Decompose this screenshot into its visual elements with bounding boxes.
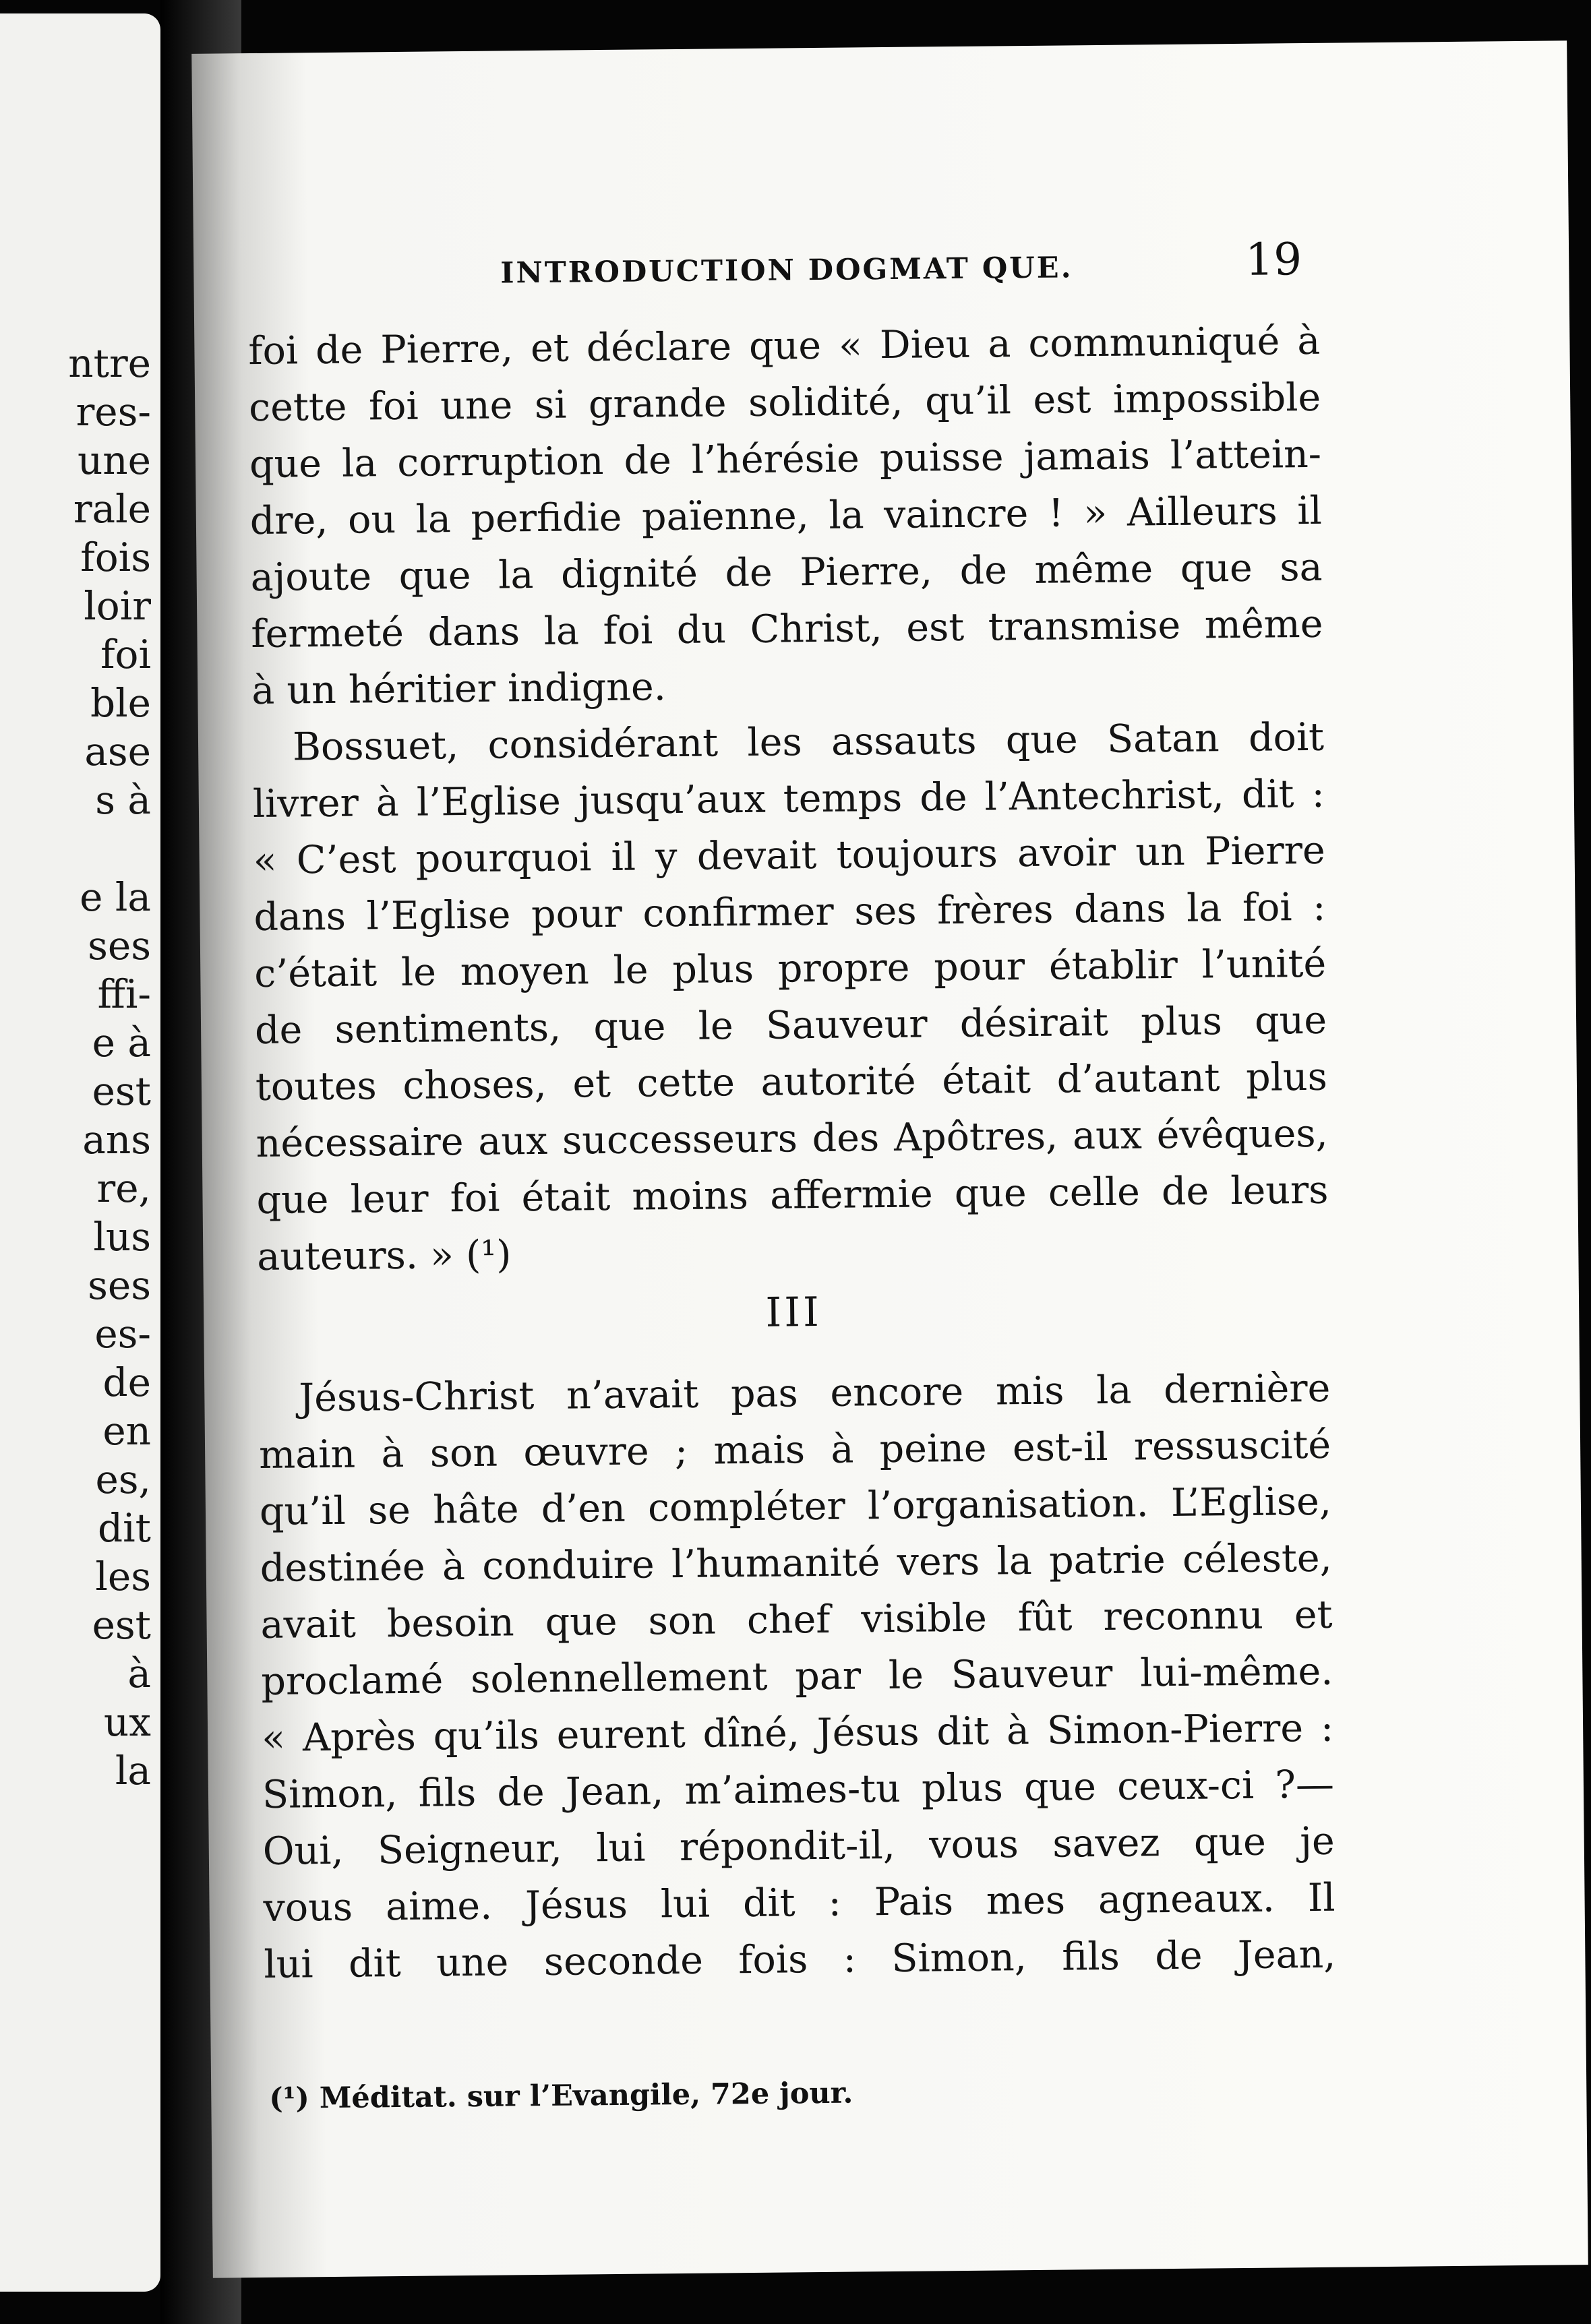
text-line: lui dit une seconde fois : Simon, fils de Jean,	[264, 1932, 1336, 1987]
text-line: Oui, Seigneur, lui répondit-il, vous savez que je	[262, 1818, 1335, 1874]
body-text	[248, 313, 1336, 1993]
facing-page-line-fragment: ntre	[68, 340, 151, 386]
facing-page-line-fragment: lus	[93, 1214, 151, 1260]
text-line: « C’est pourquoi il y devait toujours avoir un Pierre	[253, 828, 1325, 884]
text-line: auteurs. » (¹)	[257, 1232, 512, 1280]
running-title: INTRODUCTION DOGMAT QUE.	[500, 251, 1073, 290]
text-line: Simon, fils de Jean, m’aimes-tu plus que ceux-ci ?—	[262, 1762, 1335, 1817]
facing-page-line-fragment: ses	[88, 923, 151, 969]
text-line: c’était le moyen le plus propre pour établir l’unité	[254, 941, 1327, 997]
text-line: « Après qu’ils eurent dîné, Jésus dit à Simon-Pierre :	[261, 1705, 1334, 1761]
text-line: avait besoin que son chef visible fût reconnu et	[260, 1592, 1333, 1647]
facing-page-line-fragment: de	[102, 1359, 151, 1405]
text-line: ajoute que la dignité de Pierre, de même que sa	[250, 545, 1323, 601]
facing-page-line-fragment: ffi-	[97, 971, 151, 1017]
text-line: proclamé solennellement par le Sauveur lui-même.	[261, 1649, 1333, 1704]
text-line: cette foi une si grande solidité, qu’il est impossible	[248, 375, 1321, 431]
text-line: vous aime. Jésus lui dit : Pais mes agneaux. Il	[263, 1875, 1335, 1930]
facing-page-fragment	[0, 13, 160, 2292]
footnote: (¹) Méditat. sur l’Evangile, 72e jour.	[269, 2076, 853, 2116]
text-line: que leur foi était moins affermie que celle de leurs	[256, 1167, 1329, 1223]
book-page	[191, 40, 1588, 2277]
facing-page-line-fragment: à	[127, 1651, 151, 1696]
facing-page-line-fragment: les	[95, 1554, 151, 1599]
facing-page-line-fragment: e la	[80, 874, 151, 920]
facing-page-line-fragment: ans	[82, 1117, 151, 1163]
facing-page-line-fragment: ble	[90, 680, 151, 726]
facing-page-line-fragment: la	[115, 1748, 151, 1794]
text-line: fermeté dans la foi du Christ, est transmise même	[251, 601, 1323, 657]
text-line: Bossuet, considérant les assauts que Satan doit	[292, 714, 1325, 770]
facing-page-line-fragment: es-	[94, 1311, 151, 1357]
text-line: Jésus-Christ n’avait pas encore mis la dernière	[299, 1366, 1331, 1421]
facing-page-line-fragment: fois	[80, 534, 151, 580]
section-heading: III	[765, 1288, 822, 1337]
facing-page-line-fragment: es,	[95, 1457, 151, 1502]
facing-page-line-fragment: dit	[98, 1505, 151, 1551]
facing-page-line-fragment: re,	[96, 1165, 151, 1211]
text-line: dre, ou la perfidie païenne, la vaincre ! » Ailleurs il	[249, 488, 1323, 544]
text-line: livrer à l’Eglise jusqu’aux temps de l’Antechrist, dit :	[252, 771, 1325, 827]
facing-page-line-fragment: est	[92, 1068, 151, 1114]
facing-page-line-fragment: loir	[84, 583, 151, 629]
text-line: destinée à conduire l’humanité vers la patrie céleste,	[260, 1535, 1333, 1591]
facing-page-line-fragment: ses	[88, 1262, 151, 1308]
facing-page-line-fragment: foi	[100, 632, 151, 677]
facing-page-line-fragment: est	[92, 1602, 151, 1648]
facing-page-line-fragment: s à	[95, 777, 151, 823]
facing-page-line-fragment: une	[77, 437, 151, 483]
facing-page-line-fragment: en	[102, 1408, 151, 1454]
text-line: foi de Pierre, et déclare que « Dieu a communiqué à	[248, 318, 1321, 374]
text-line: que la corruption de l’hérésie puisse jamais l’attein-	[249, 431, 1322, 487]
text-line: qu’il se hâte d’en compléter l’organisation. L’Eglise,	[259, 1479, 1332, 1534]
text-line: dans l’Eglise pour confirmer ses frères dans la foi :	[253, 884, 1326, 940]
facing-page-line-fragment: rale	[73, 486, 151, 532]
text-line: à un héritier indigne.	[251, 665, 667, 714]
text-line: main à son œuvre ; mais à peine est-il ressuscité	[258, 1422, 1331, 1478]
page-number: 19	[1244, 233, 1302, 286]
facing-page-line-fragment: res-	[76, 389, 151, 435]
text-line: nécessaire aux successeurs des Apôtres, aux évêques,	[256, 1111, 1328, 1167]
facing-page-line-fragment: ux	[103, 1699, 151, 1745]
facing-page-line-fragment: e à	[92, 1020, 151, 1066]
text-line: toutes choses, et cette autorité était d’autant plus	[255, 1054, 1328, 1110]
text-line: de sentiments, que le Sauveur désirait plus que	[254, 998, 1327, 1053]
facing-page-line-fragment: ase	[84, 729, 151, 774]
